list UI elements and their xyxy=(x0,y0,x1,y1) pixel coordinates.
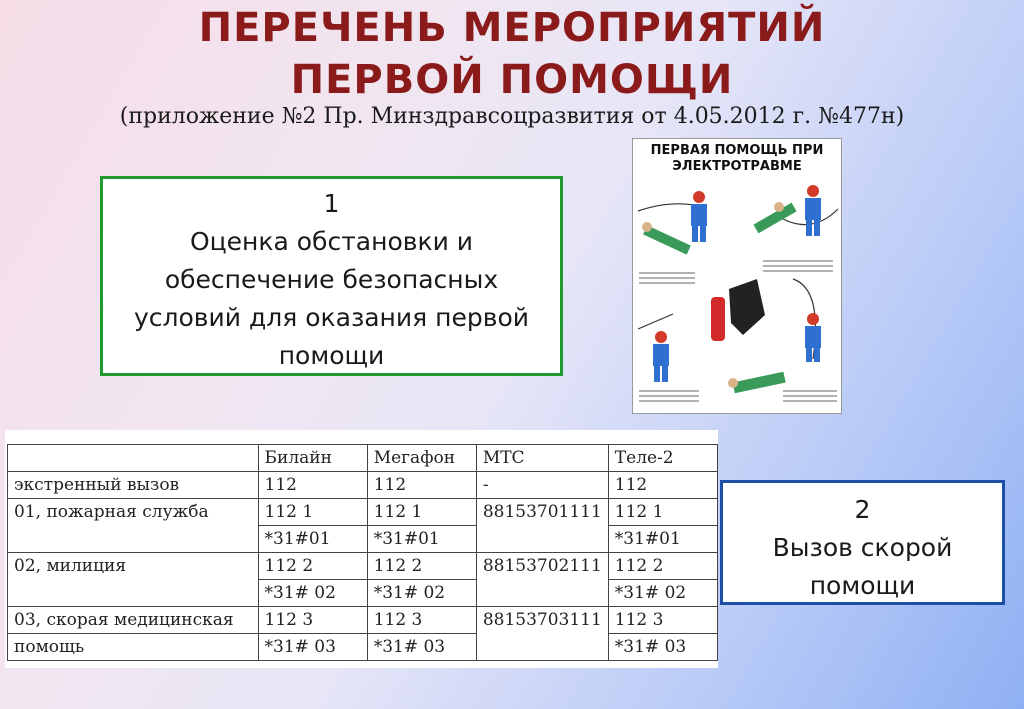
table-cell: 112 2 xyxy=(367,553,476,580)
table-cell: экстренный вызов xyxy=(8,472,259,499)
poster-title-line: ПЕРВАЯ ПОМОЩЬ ПРИ xyxy=(650,143,824,158)
table-row xyxy=(8,553,718,580)
table-cell: 88153703111 xyxy=(476,607,608,661)
table-cell: 112 xyxy=(608,472,717,499)
table-cell: помощь xyxy=(8,634,259,661)
table-cell: *31# 03 xyxy=(608,634,717,661)
table-cell: 03, скорая медицинская xyxy=(8,607,259,634)
emergency-phone-table xyxy=(5,430,718,668)
step-2-box xyxy=(720,480,1005,605)
table-header-cell: Билайн xyxy=(258,445,367,472)
table-header-cell: МТС xyxy=(476,445,608,472)
table-cell: 112 1 xyxy=(608,499,717,526)
step-2-text-line: Вызов скорой xyxy=(772,533,953,562)
step-2-text-line: помощи xyxy=(809,571,916,600)
table-cell: 112 xyxy=(367,472,476,499)
title-line-1: ПЕРЕЧЕНЬ МЕРОПРИЯТИЙ xyxy=(198,5,826,51)
table-cell: *31#01 xyxy=(367,526,476,553)
table-cell: *31#01 xyxy=(608,526,717,553)
table-row xyxy=(8,607,718,634)
step-1-text-line: помощи xyxy=(278,341,385,370)
table-row xyxy=(8,499,718,526)
table-row xyxy=(8,634,718,661)
table-cell: 112 1 xyxy=(258,499,367,526)
table-cell: 02, милиция xyxy=(8,553,259,607)
subtitle: (приложение №2 Пр. Минздравсоцразвития от 4.05.2012 г. №477н) xyxy=(119,104,905,129)
table-cell: *31# 03 xyxy=(367,634,476,661)
step-1-number: 1 xyxy=(323,189,340,218)
table-cell: 112 1 xyxy=(367,499,476,526)
table-cell: *31# 03 xyxy=(258,634,367,661)
table-row xyxy=(8,472,718,499)
table-header-cell: Теле-2 xyxy=(608,445,717,472)
table-header-cell: Мегафон xyxy=(367,445,476,472)
table-cell: *31# 02 xyxy=(258,580,367,607)
table-cell: *31# 02 xyxy=(367,580,476,607)
table-header-row xyxy=(8,445,718,472)
step-1-box xyxy=(100,176,563,376)
table-header-cell xyxy=(8,445,259,472)
poster-title xyxy=(633,143,841,175)
table-cell: *31#01 xyxy=(258,526,367,553)
table-cell: 88153701111 xyxy=(476,499,608,553)
table-cell: - xyxy=(476,472,608,499)
table-cell: 112 3 xyxy=(608,607,717,634)
table-cell: 88153702111 xyxy=(476,553,608,607)
table-cell: 01, пожарная служба xyxy=(8,499,259,553)
table-cell: 112 2 xyxy=(258,553,367,580)
table-cell: *31# 02 xyxy=(608,580,717,607)
step-1-text-line: условий для оказания первой xyxy=(133,303,530,332)
poster-illustration xyxy=(633,139,842,414)
electrotrauma-poster xyxy=(632,138,842,414)
table-cell: 112 3 xyxy=(367,607,476,634)
step-1-text-line: Оценка обстановки и xyxy=(189,227,474,256)
poster-title-line: ЭЛЕКТРОТРАВМЕ xyxy=(672,159,802,174)
title-line-2: ПЕРВОЙ ПОМОЩИ xyxy=(290,57,734,103)
table-cell: 112 2 xyxy=(608,553,717,580)
step-2-number: 2 xyxy=(854,495,871,524)
table-cell: 112 3 xyxy=(258,607,367,634)
table-cell: 112 xyxy=(258,472,367,499)
step-1-text-line: обеспечение безопасных xyxy=(164,265,499,294)
